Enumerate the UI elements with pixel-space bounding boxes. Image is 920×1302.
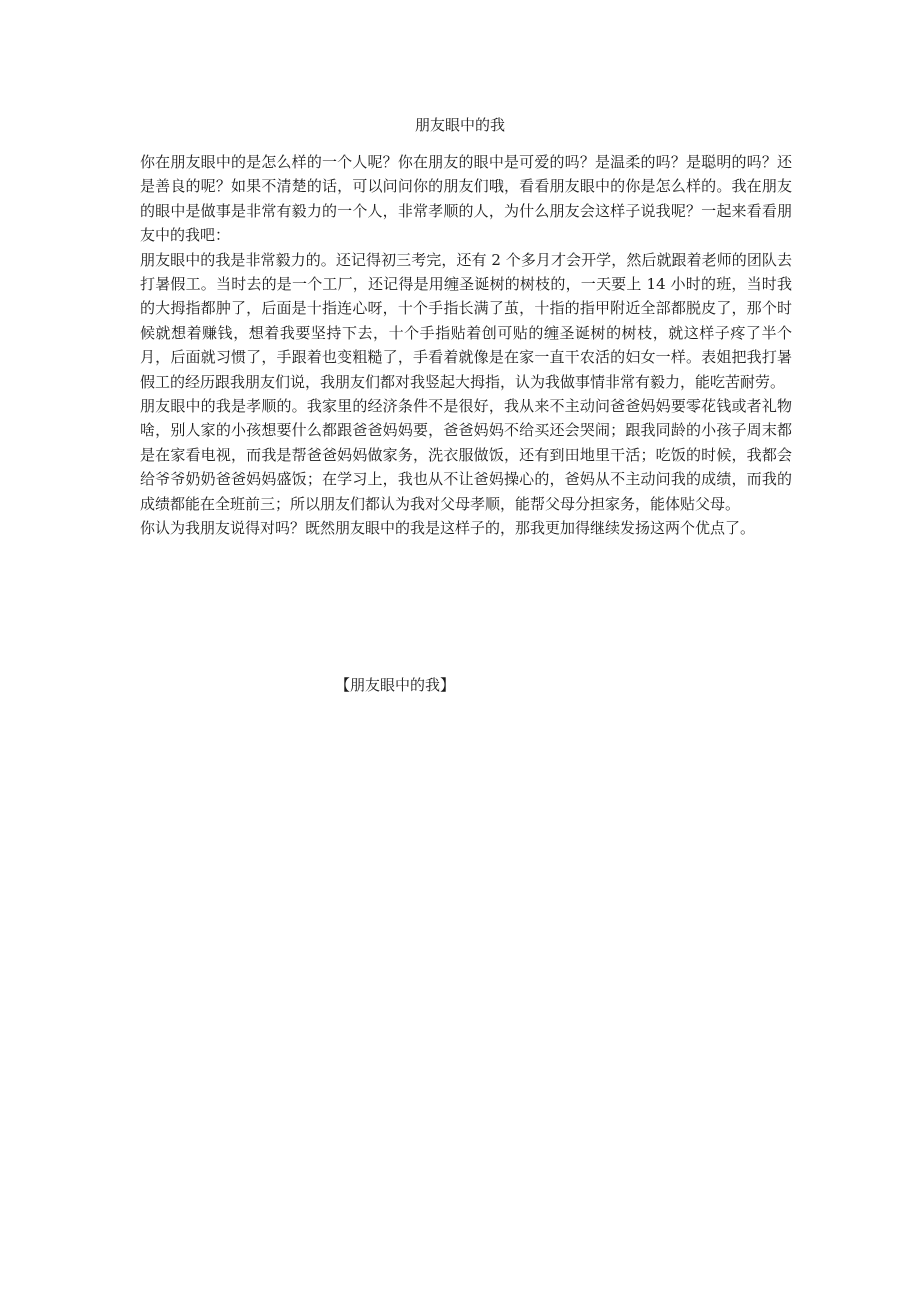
paragraph-filial: 朋友眼中的我是孝顺的。我家里的经济条件不是很好，我从来不主动问爸爸妈妈要零花钱或者礼物啥，别人家的小孩想要什么都跟爸爸妈妈要，爸爸妈妈不给买还会哭闹；跟我同龄的小孩子周末都是在家看电视，而我是帮爸爸妈妈做家务，洗衣服做饭，还有到田地里干活；吃饭的时候，我都会给爷爷奶奶爸爸妈妈盛饭；在学习上，我也从不让爸妈操心的，爸妈从不主动问我的成绩，而我的成绩都能在全班前三；所以朋友们都认为我对父母孝顺，能帮父母分担家务，能体贴父母。	[140, 397, 792, 513]
page-title: 朋友眼中的我	[414, 116, 505, 134]
paragraph-intro: 你在朋友眼中的是怎么样的一个人呢？你在朋友的眼中是可爱的吗？是温柔的吗？是聪明的吗？还是善良的呢？如果不清楚的话，可以问问你的朋友们哦，看看朋友眼中的你是怎么样的。我在朋友的眼中是做事是非常有毅力的一个人，非常孝顺的人，为什么朋友会这样子说我呢？一起来看看朋友中的我吧：	[140, 153, 792, 245]
footer-title: 【朋友眼中的我】	[335, 676, 456, 694]
paragraph-perseverance: 朋友眼中的我是非常毅力的。还记得初三考完，还有 2 个多月才会开学，然后就跟着老师的团队去打暑假工。当时去的是一个工厂，还记得是用缠圣诞树的树枝的，一天要上 14 小时的班，当时我的大拇指都肿了，后面是十指连心呀，十个手指长满了茧，十指的指甲附近全部都脱皮了，那个时候就想着赚钱，想着我要坚持下去，十个手指贴着创可贴的缠圣诞树的树枝，就这样子疼了半个月，后面就习惯了，手跟着也变粗糙了，手看着就像是在家一直干农活的妇女一样。表姐把我打暑假工的经历跟我朋友们说，我朋友们都对我竖起大拇指，认为我做事情非常有毅力，能吃苦耐劳。	[140, 250, 792, 391]
paragraph-conclusion: 你认为我朋友说得对吗？既然朋友眼中的我是这样子的，那我更加得继续发扬这两个优点了。	[140, 519, 756, 538]
document-body	[140, 150, 792, 541]
